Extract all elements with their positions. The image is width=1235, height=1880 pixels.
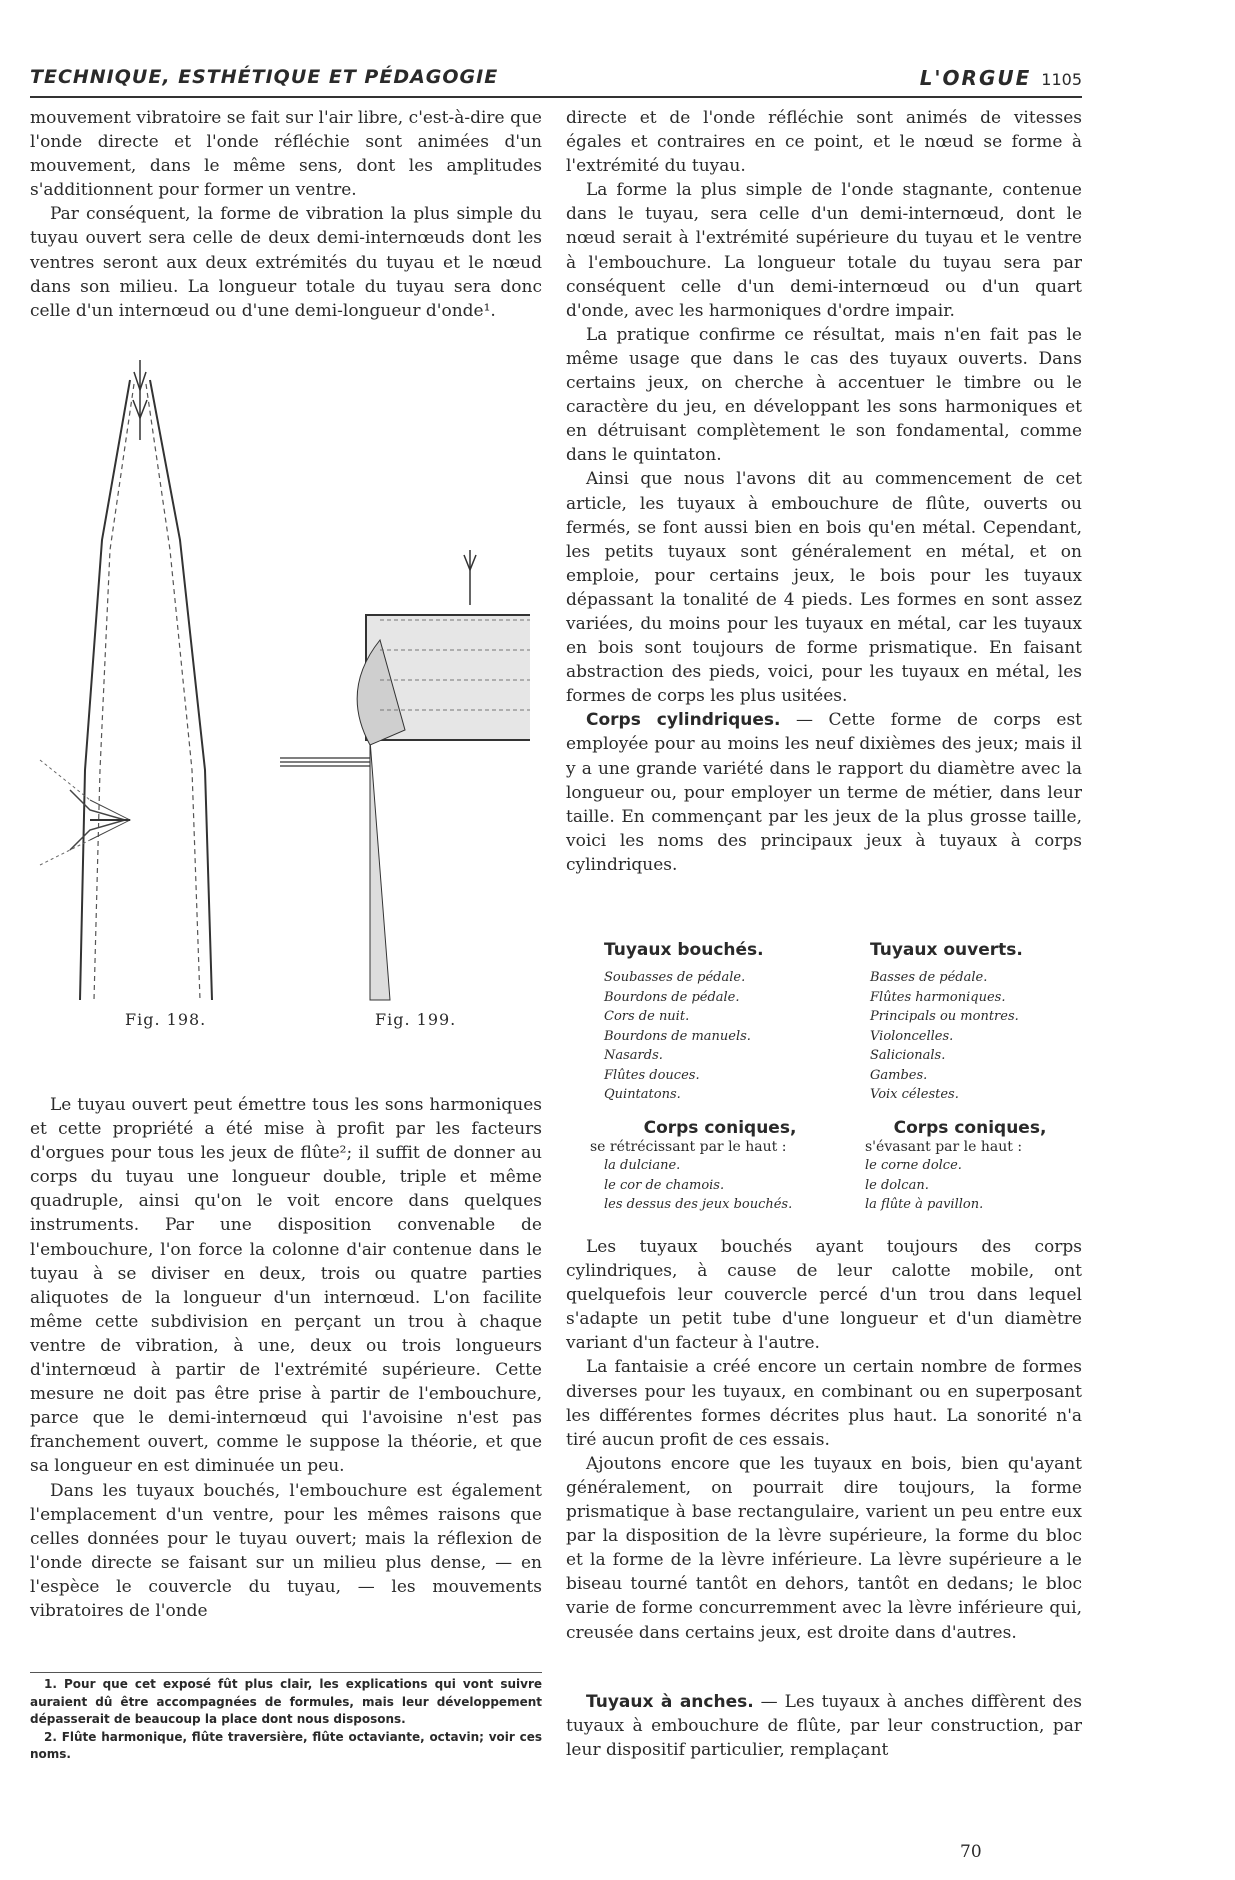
list-item: Bourdons de pédale. bbox=[604, 989, 740, 1005]
paragraph-text: — Cette forme de corps est employée pour au moins les neuf dixièmes des jeux; mais il y a une grande variété dans le rapport du diamètre avec la longueur ou, pour employer un terme de métier, dans leur taille. En commençant par les jeux de la plus grosse taille, voici les noms des principaux jeux à tuyaux à corps cylindriques. bbox=[566, 710, 1082, 875]
header-subject-title: L'ORGUE bbox=[919, 66, 1032, 90]
right-column-top bbox=[566, 106, 1082, 877]
list-item: Bourdons de manuels. bbox=[604, 1028, 751, 1044]
header-subject bbox=[920, 66, 1082, 90]
list-item: Nasards. bbox=[604, 1048, 663, 1063]
right-column-middle bbox=[566, 1235, 1082, 1645]
list-heading: Corps coniques, bbox=[893, 1118, 1047, 1138]
list-item: la dulciane. bbox=[604, 1158, 681, 1173]
list-heading: Tuyaux bouchés. bbox=[604, 940, 764, 960]
paragraph: La pratique confirme ce résultat, mais n'en fait pas le même usage que dans le cas des tuyaux ouverts. Dans certains jeux, on cherche à accentuer le timbre ou le caractère du jeu, en développant les sons harmoniques et en détruisant complètement le son fondamental, comme dans le quintaton. bbox=[566, 324, 1082, 466]
figures bbox=[30, 350, 542, 1030]
paragraph: La forme la plus simple de l'onde stagnante, contenue dans le tuyau, sera celle d'un demi-internœud, dont le nœud serait à l'extrémité supérieure du tuyau et le ventre à l'embouchure. La longueur totale du tuyau sera par conséquent celle d'un demi-internœud ou d'un quart d'onde, avec les harmoniques d'ordre impair. bbox=[566, 180, 1082, 321]
list-item: Flûtes harmoniques. bbox=[870, 989, 1006, 1005]
subheading: Tuyaux à anches. bbox=[586, 1692, 754, 1712]
footnote: 2. Flûte harmonique, flûte traversière, flûte octaviante, octavin; voir ces noms. bbox=[30, 1729, 542, 1761]
paragraph: Ajoutons encore que les tuyaux en bois, bien qu'ayant généralement, on pourrait dire toujours, la forme prismatique à base rectangulaire, varient un peu entre eux par la disposition de la lèvre supérieure, la forme du bloc et la forme de la lèvre inférieure. La lèvre supérieure a le biseau tourné tantôt en dehors, tantôt en dedans; le bloc varie de forme concurremment avec la lèvre inférieure qui, creusée dans certains jeux, est droite dans d'autres. bbox=[566, 1453, 1082, 1643]
list-item: Violoncelles. bbox=[870, 1028, 954, 1044]
page-number: 70 bbox=[960, 1842, 982, 1862]
list-item: le corne dolce. bbox=[865, 1158, 962, 1173]
conical-narrowing-list bbox=[590, 1118, 850, 1215]
right-column-bottom bbox=[566, 1690, 1082, 1762]
fig-198-open-pipe-vibration bbox=[30, 350, 260, 1010]
list-heading: Tuyaux ouverts. bbox=[870, 940, 1023, 960]
list-heading: Corps coniques, bbox=[643, 1118, 797, 1138]
list-item: Voix célestes. bbox=[870, 1087, 959, 1102]
list-item: la flûte à pavillon. bbox=[865, 1197, 984, 1212]
list-item: le dolcan. bbox=[865, 1177, 929, 1193]
paragraph: Ainsi que nous l'avons dit au commencement de cet article, les tuyaux à embouchure de flûte, ouverts ou fermés, se font aussi bien en bois qu'en métal. Cependant, les petits tuyaux sont généralement en métal, et on emploie, pour certains jeux, le bois pour les tuyaux dépassant la tonalité de 4 pieds. Les formes en sont assez variées, du moins pour les tuyaux en métal, car les tuyaux en bois sont toujours de forme prismatique. En faisant abstraction des pieds, voici, pour les tuyaux en métal, les formes de corps les plus usitées. bbox=[566, 469, 1082, 707]
paragraph: Les tuyaux bouchés ayant toujours des corps cylindriques, à cause de leur calotte mobile, ont quelquefois leur couvercle percé d'un trou dans lequel s'adapte un petit tube d'une longueur et d'un diamètre variant d'un facteur à l'autre. bbox=[566, 1237, 1082, 1354]
paragraph-text: — Les tuyaux à anches diffèrent des tuyaux à embouchure de flûte, par leur construction, par leur dispositif particulier, remplaçant bbox=[566, 1692, 1082, 1761]
list-item: Gambes. bbox=[870, 1067, 928, 1083]
list-item: Cors de nuit. bbox=[604, 1009, 690, 1024]
paragraph: Le tuyau ouvert peut émettre tous les sons harmoniques et cette propriété a été mise à profit par les facteurs d'orgues pour tous les jeux de flûte²; il suffit de donner au corps du tuyau une longueur double, triple et même quadruple, ainsi qu'on le voit encore dans quelques instruments. Par une disposition convenable de l'embouchure, l'on force la colonne d'air contenue dans le tuyau à se diviser en deux, trois ou quatre parties aliquotes de la longueur d'un internœud. L'on facilite même cette subdivision en perçant un trou à chaque ventre de vibration, à une, deux ou trois longueurs d'internœud à partir de l'extrémité supérieure. Cette mesure ne doit pas être prise à partir de l'embouchure, parce que le demi-internœud qui l'avoisine n'est pas franchement ouvert, comme le suppose la théorie, et que sa longueur en est diminuée un peu. bbox=[30, 1095, 542, 1477]
conical-widening-list bbox=[865, 1118, 1075, 1215]
footnote: 1. Pour que cet exposé fût plus clair, les explications qui vont suivre auraient dû être accompagnées de formules, mais leur développement dépasserait de beaucoup la place dont nous disposons. bbox=[30, 1677, 542, 1726]
fig-199-caption: Fig. 199. bbox=[375, 1010, 457, 1029]
list-condition: s'évasant par le haut : bbox=[865, 1139, 1023, 1155]
list-item: Soubasses de pédale. bbox=[604, 970, 746, 985]
left-column-top bbox=[30, 106, 542, 323]
footnote-rule bbox=[30, 1672, 542, 1673]
paragraph: Par conséquent, la forme de vibration la plus simple du tuyau ouvert sera celle de deux demi-internœuds dont les ventres seront aux deux extrémités du tuyau et le nœud dans son milieu. La longueur totale du tuyau sera donc celle d'un internœud ou d'une demi-longueur d'onde¹. bbox=[30, 204, 542, 321]
paragraph: mouvement vibratoire se fait sur l'air libre, c'est-à-dire que l'onde directe et l'onde réfléchie sont animées d'un mouvement, dans le même sens, dont les amplitudes s'additionnent pour former un ventre. bbox=[30, 108, 542, 201]
paragraph: directe et de l'onde réfléchie sont animés de vitesses égales et contraires en ce point, et le nœud se forme à l'extrémité du tuyau. bbox=[566, 108, 1082, 177]
paragraph bbox=[566, 708, 1082, 877]
footnotes bbox=[30, 1676, 542, 1764]
list-item: Flûtes douces. bbox=[604, 1067, 700, 1083]
subheading: Corps cylindriques. bbox=[586, 710, 781, 731]
paragraph: Dans les tuyaux bouchés, l'embouchure est également l'emplacement d'un ventre, pour les mêmes raisons que celles données pour le tuyau ouvert; mais la réflexion de l'onde directe se faisant sur un milieu plus dense, — en l'espèce le couvercle du tuyau, — les mouvements vibratoires de l'onde bbox=[30, 1480, 542, 1621]
fig-198-caption: Fig. 198. bbox=[125, 1010, 207, 1029]
list-item: le cor de chamois. bbox=[604, 1177, 725, 1193]
running-header bbox=[30, 66, 1082, 98]
list-item: Basses de pédale. bbox=[870, 970, 988, 985]
list-item: Salicionals. bbox=[870, 1048, 946, 1063]
header-section-title: TECHNIQUE, ESTHÉTIQUE ET PÉDAGOGIE bbox=[30, 66, 499, 88]
list-item: Quintatons. bbox=[604, 1087, 681, 1102]
left-column-bottom bbox=[30, 1093, 542, 1623]
open-pipes-list bbox=[870, 940, 1090, 1105]
fig-199-stopped-pipe-vibration bbox=[280, 350, 530, 1010]
list-item: les dessus des jeux bouchés. bbox=[604, 1197, 793, 1212]
paragraph: La fantaisie a créé encore un certain nombre de formes diverses pour les tuyaux, en combinant ou en superposant les différentes formes décrites plus haut. La sonorité n'a tiré aucun profit de ces essais. bbox=[566, 1357, 1082, 1450]
stopped-pipes-list bbox=[604, 940, 834, 1105]
list-condition: se rétrécissant par le haut : bbox=[590, 1139, 787, 1155]
list-item: Principals ou montres. bbox=[870, 1009, 1019, 1024]
header-page-number: 1105 bbox=[1041, 70, 1082, 89]
paragraph bbox=[566, 1690, 1082, 1762]
